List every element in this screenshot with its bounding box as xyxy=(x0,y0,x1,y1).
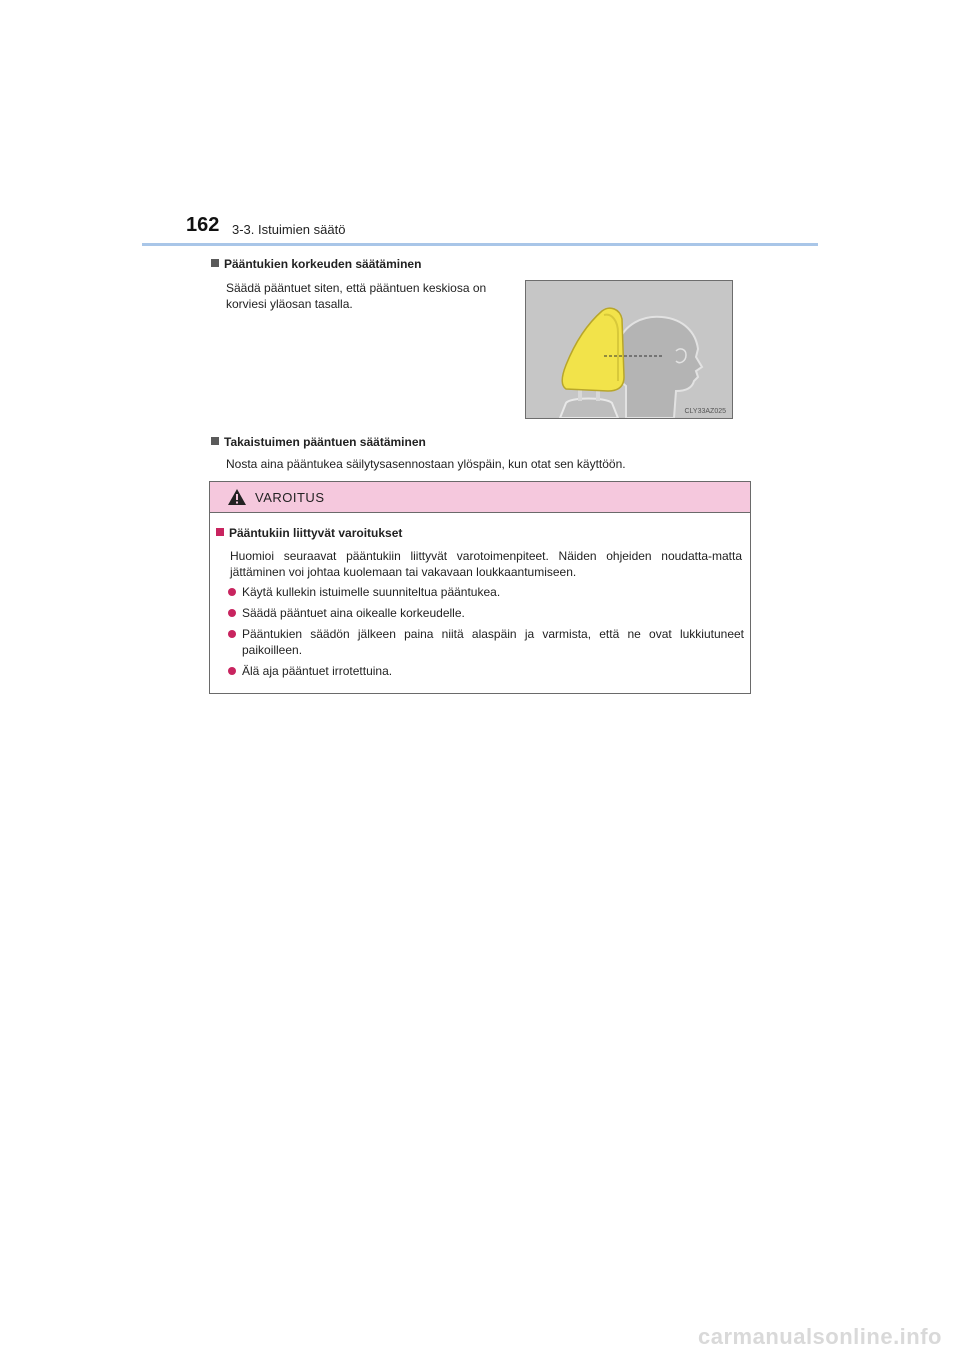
footer-watermark xyxy=(0,1318,960,1358)
figure-code: CLY33AZ025 xyxy=(684,408,726,415)
warning-title: VAROITUS xyxy=(255,490,325,505)
seat-back-icon xyxy=(560,399,618,419)
headrest-illustration xyxy=(526,281,732,418)
section1-heading: Pääntukien korkeuden säätäminen xyxy=(211,257,421,271)
warning-triangle-icon xyxy=(227,488,247,506)
section2-body: Nosta aina pääntukea säilytysasennostaan ylöspäin, kun otat sen käyttöön. xyxy=(226,457,626,471)
section-title: 3-3. Istuimien säätö xyxy=(232,222,346,237)
headrest-figure xyxy=(525,280,733,419)
list-item: Käytä kullekin istuimelle suunniteltua pääntukea. xyxy=(228,584,744,600)
page-number: 162 xyxy=(186,214,220,236)
watermark-text[interactable]: carmanualsonline.info xyxy=(698,1324,942,1349)
bullet-dot-icon xyxy=(228,609,236,617)
square-bullet-icon xyxy=(216,528,224,536)
square-bullet-icon xyxy=(211,259,219,267)
warning-box xyxy=(209,481,751,694)
bullet-dot-icon xyxy=(228,667,236,675)
warning-header xyxy=(210,482,750,513)
header-rule xyxy=(142,243,818,246)
section1-body: Säädä pääntuet siten, että pääntuen keskiosa on korviesi yläosan tasalla. xyxy=(226,281,487,311)
warning-list xyxy=(228,584,744,684)
bullet-dot-icon xyxy=(228,588,236,596)
square-bullet-icon xyxy=(211,437,219,445)
warning-intro: Huomioi seuraavat pääntukiin liittyvät varotoimenpiteet. Näiden ohjeiden noudatta-matta jättäminen voi johtaa kuolemaan tai vakavaan loukkaantumiseen. xyxy=(230,549,742,579)
list-item: Älä aja pääntuet irrotettuina. xyxy=(228,663,744,679)
list-item: Pääntukien säädön jälkeen paina niitä alaspäin ja varmista, että ne ovat lukkiutuneet paikoilleen. xyxy=(228,626,744,658)
list-item: Säädä pääntuet aina oikealle korkeudelle. xyxy=(228,605,744,621)
bullet-dot-icon xyxy=(228,630,236,638)
warning-subheading: Pääntukiin liittyvät varoitukset xyxy=(216,526,402,540)
section2-heading: Takaistuimen pääntuen säätäminen xyxy=(211,435,426,449)
